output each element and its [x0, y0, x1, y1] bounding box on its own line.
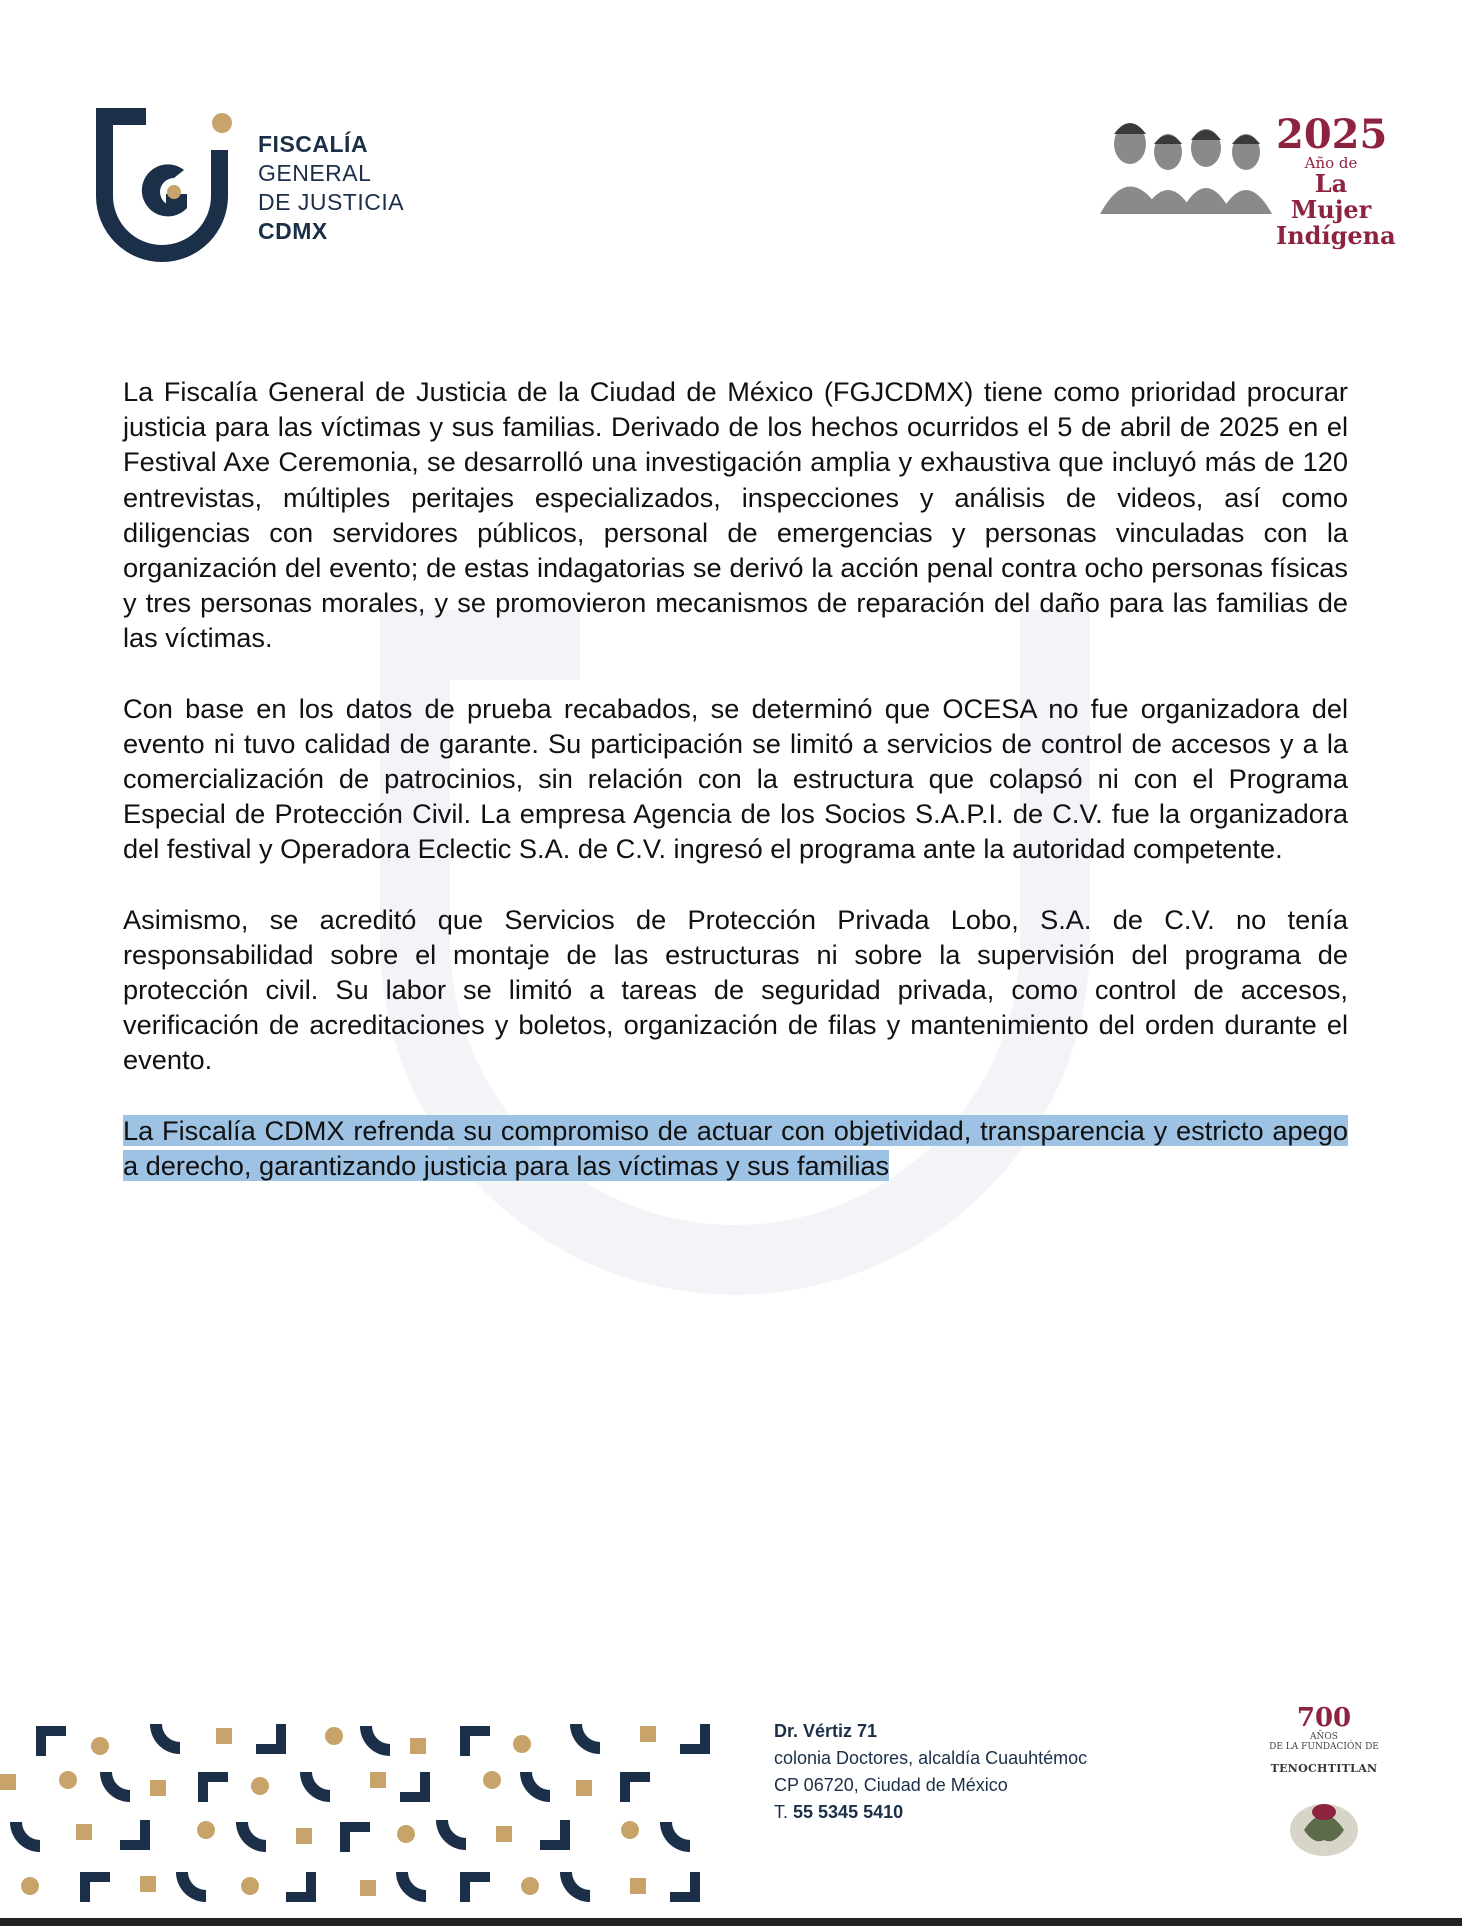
logo-line-general: GENERAL	[258, 160, 372, 186]
year-sub: Año de	[1304, 154, 1358, 172]
paragraph-4-highlighted[interactable]	[123, 1113, 1348, 1183]
paragraph-3: Asimismo, se acreditó que Servicios de Protección Privada Lobo, S.A. de C.V. no tenía responsabilidad sobre el montaje de las estructuras ni sobre la supervisión del programa de protección civil. Su labor se limitó a tareas de seguridad privada, como control de accesos, verificación de acreditaciones y boletos, organización de filas y mantenimiento del orden durante el evento.	[123, 903, 1348, 1076]
logo-line-cdmx: CDMX	[258, 218, 328, 244]
year-line-indigena: Indígena	[1276, 221, 1396, 250]
fgj-logo-text	[258, 130, 404, 246]
year-of-indigenous-woman	[1276, 111, 1396, 250]
address-cp: CP 06720, Ciudad de México	[774, 1775, 1008, 1795]
year-number: 2025	[1276, 111, 1388, 158]
address-phone-line	[774, 1799, 1087, 1826]
bottom-edge-bar	[0, 1918, 1462, 1926]
address-street: Dr. Vértiz 71	[774, 1721, 878, 1741]
fgj-logo	[96, 108, 246, 273]
highlighted-selection[interactable]: La Fiscalía CDMX refrenda su compromiso de actuar con objetividad, transparencia y estricto apego a derecho, garantizando justicia para las víctimas y sus familias	[123, 1114, 1348, 1181]
paragraph-1: La Fiscalía General de Justicia de la Ciudad de México (FGJCDMX) tiene como prioridad procurar justicia para las víctimas y sus familias. Derivado de los hechos ocurridos el 5 de abril de 2025 en el Festival Axe Ceremonia, se desarrolló una investigación amplia y exhaustiva que incluyó más de 120 entrevistas, múltiples peritajes especializados, inspecciones y análisis de videos, así como diligencias con servidores públicos, personal de emergencias y personas vinculadas con la organización del evento; de estas indagatorias se derivó la acción penal contra ocho personas físicas y tres personas morales, y se promovieron mecanismos de reparación del daño para las familias de las víctimas.	[123, 376, 1348, 654]
phone-number: 55 5345 5410	[793, 1802, 904, 1822]
footer-address	[774, 1718, 1087, 1826]
seal-tenochtitlan: TENOCHTITLAN	[1270, 1762, 1378, 1775]
address-colonia: colonia Doctores, alcaldía Cuauhtémoc	[774, 1748, 1088, 1768]
seal-text-top	[1264, 1703, 1384, 1752]
paragraph-2: Con base en los datos de prueba recabados, se determinó que OCESA no fue organizadora del evento ni tuvo calidad de garante. Su participación se limitó a servicios de control de accesos y a la comercialización de patrocinios, sin relación con la estructura que colapsó ni con el Programa Especial de Protección Civil. La empresa Agencia de los Socios S.A.P.I. de C.V. fue la organizadora del festival y Operadora Eclectic S.A. de C.V. ingresó el programa ante la autoridad competente.	[123, 692, 1348, 865]
logo-line-justicia: DE JUSTICIA	[258, 189, 405, 215]
document-body	[123, 374, 1348, 1218]
logo-line-fiscalia: FISCALÍA	[258, 131, 369, 157]
phone-prefix: T.	[774, 1802, 794, 1822]
decorative-pattern	[0, 1712, 720, 1926]
seal-fundacion: DE LA FUNDACIÓN DE	[1269, 1742, 1379, 1752]
seal-anos: AÑOS	[1310, 1732, 1338, 1742]
year-line-mujer: La Mujer	[1290, 169, 1372, 224]
seal-number: 700	[1296, 1703, 1352, 1733]
